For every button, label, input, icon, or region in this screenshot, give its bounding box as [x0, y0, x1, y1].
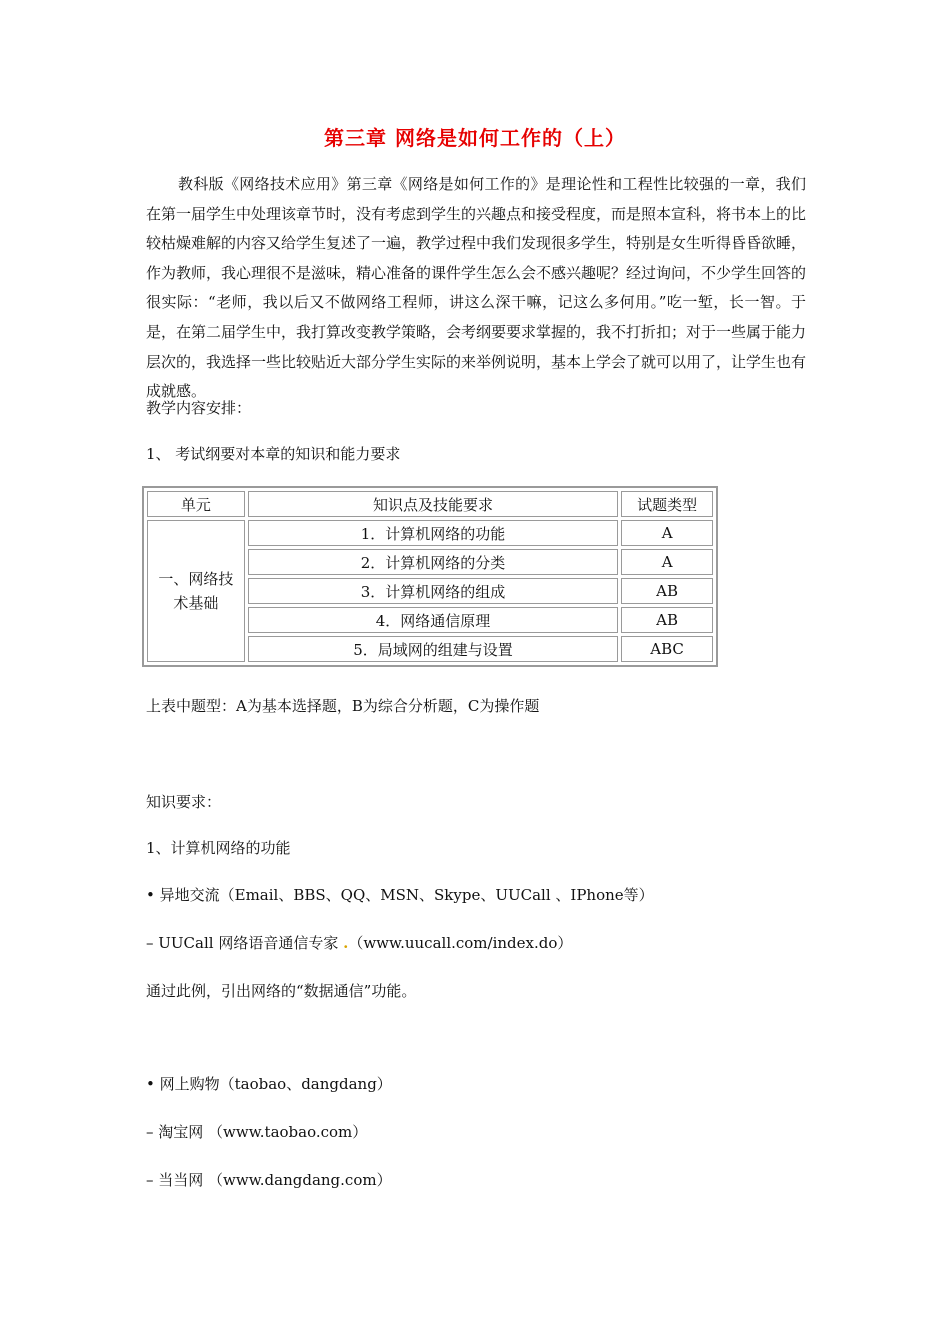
section1-heading: 1、 考试纲要对本章的知识和能力要求 [146, 445, 401, 463]
knowledge-item-1: 1、计算机网络的功能 [146, 839, 291, 857]
knowledge-cell: 3．计算机网络的组成 [248, 578, 618, 604]
knowledge-cell: 4．网络通信原理 [248, 607, 618, 633]
knowledge-cell: 5．局域网的组建与设置 [248, 636, 618, 662]
sub-item-uucall-url: （www.uucall.com/index.do） [348, 934, 573, 952]
sub-item-uucall-text: – UUCall 网络语音通信专家 [146, 934, 344, 952]
conclusion-data-communication: 通过此例，引出网络的“数据通信”功能。 [146, 982, 417, 1000]
table-header-row [147, 491, 713, 517]
sub-item-taobao: – 淘宝网 （www.taobao.com） [146, 1123, 368, 1141]
unit-cell: 一、网络技术基础 [147, 520, 245, 662]
page-title: 第三章 网络是如何工作的（上） [324, 126, 626, 150]
type-cell: A [621, 549, 713, 575]
type-cell: AB [621, 607, 713, 633]
type-cell: ABC [621, 636, 713, 662]
requirements-table [142, 486, 718, 667]
sub-item-dangdang: – 当当网 （www.dangdang.com） [146, 1171, 392, 1189]
bullet-remote-communication: • 异地交流（Email、BBS、QQ、MSN、Skype、UUCall 、IPhone等） [146, 886, 654, 904]
highlight-dot: . [343, 934, 349, 952]
header-unit: 单元 [147, 491, 245, 517]
table-row [147, 520, 713, 546]
knowledge-cell: 2．计算机网络的分类 [248, 549, 618, 575]
sub-item-uucall [146, 932, 572, 953]
type-cell: A [621, 520, 713, 546]
header-knowledge: 知识点及技能要求 [248, 491, 618, 517]
knowledge-heading: 知识要求： [146, 793, 222, 811]
type-cell: AB [621, 578, 713, 604]
intro-paragraph: 教科版《网络技术应用》第三章《网络是如何工作的》是理论性和工程性比较强的一章，我们在第一届学生中处理该章节时，没有考虑到学生的兴趣点和接受程度，而是照本宣科，将书本上的比较枯燥难解的内容又给学生复述了一遍，教学过程中我们发现很多学生，特别是女生听得昏昏欲睡，作为教师，我心理很不是滋味，精心准备的课件学生怎么会不感兴趣呢？经过询问，不少学生回答的很实际：“老师，我以后又不做网络工程师，讲这么深干嘛，记这么多何用。”吃一堑，长一智。于是，在第二届学生中，我打算改变教学策略，会考纲要要求掌握的，我不打折扣；对于一些属于能力层次的，我选择一些比较贴近大部分学生实际的来举例说明，基本上学会了就可以用了，让学生也有成就感。 [146, 175, 807, 401]
table-note: 上表中题型：A为基本选择题，B为综合分析题，C为操作题 [146, 697, 540, 715]
arrangement-heading: 教学内容安排： [146, 399, 252, 417]
knowledge-cell: 1．计算机网络的功能 [248, 520, 618, 546]
bullet-online-shopping: • 网上购物（taobao、dangdang） [146, 1075, 392, 1093]
header-type: 试题类型 [621, 491, 713, 517]
